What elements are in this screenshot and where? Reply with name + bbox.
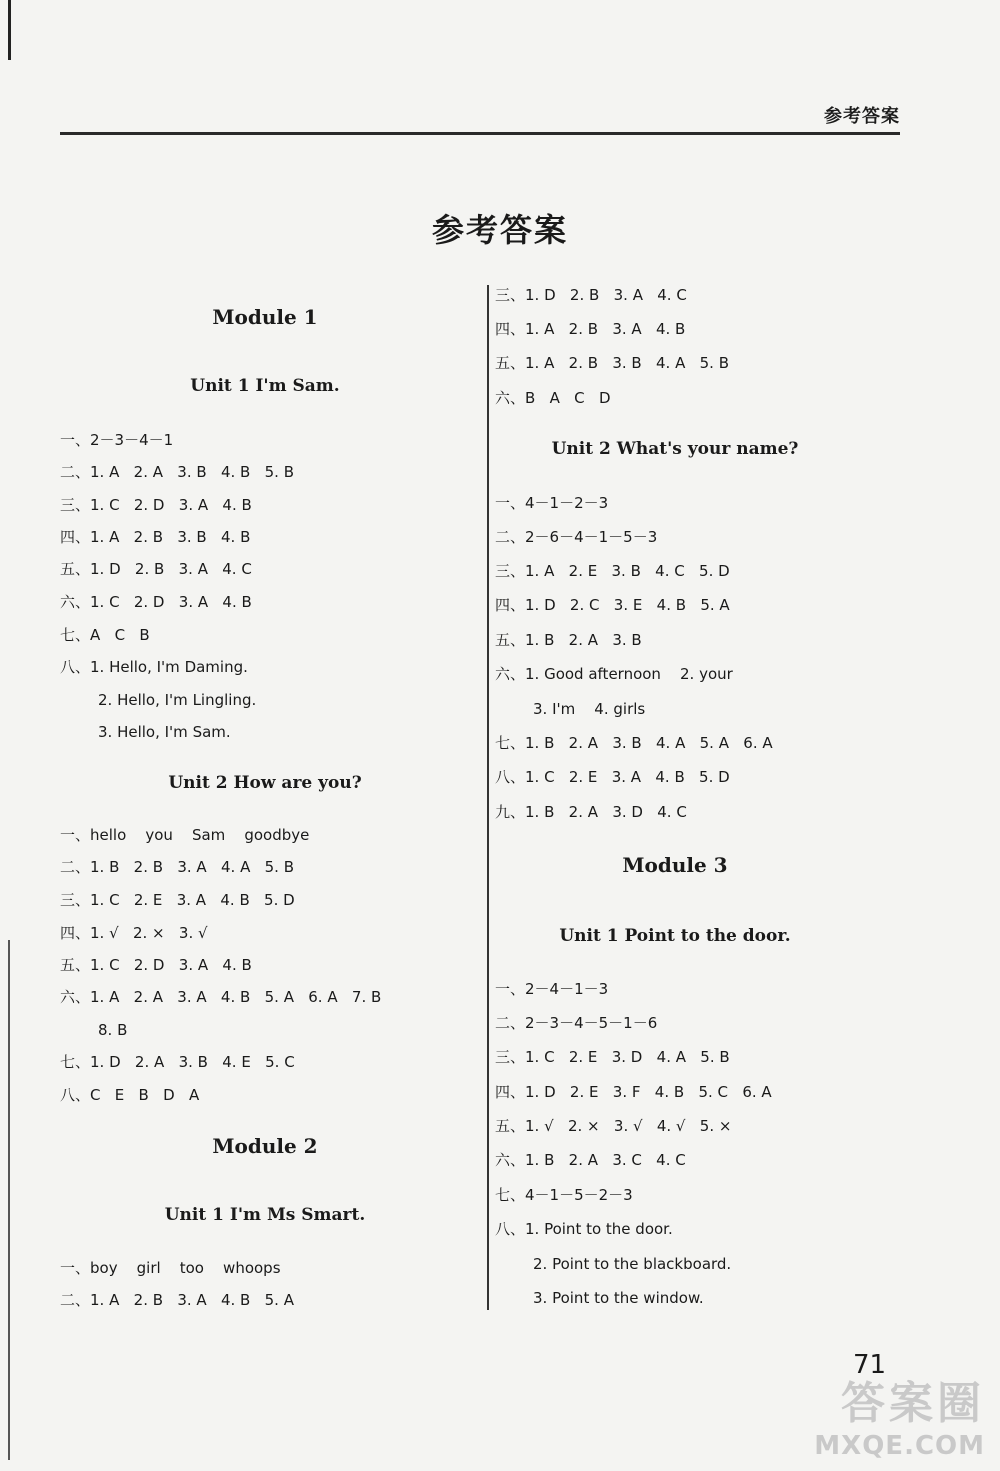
answer-line: 六、B A C D: [495, 389, 611, 407]
answer-line: 二、2－3－4－5－1－6: [495, 1014, 658, 1032]
answer-line: 三、1. C 2. D 3. A 4. B: [60, 496, 252, 514]
answer-line: 二、1. A 2. A 3. B 4. B 5. B: [60, 463, 295, 481]
answer-line: 八、1. Point to the door.: [495, 1220, 673, 1238]
header-label: 参考答案: [824, 106, 900, 127]
answer-line: 五、1. D 2. B 3. A 4. C: [60, 560, 252, 578]
answer-line: 四、1. √ 2. × 3. √: [60, 924, 208, 942]
answer-line: 一、2－4－1－3: [495, 980, 609, 998]
answer-line: 五、1. B 2. A 3. B: [495, 631, 642, 649]
column-divider: [487, 285, 489, 1310]
answer-line: 七、4－1－5－2－3: [495, 1186, 633, 1204]
answer-line: 五、1. C 2. D 3. A 4. B: [60, 956, 252, 974]
answer-line: 七、1. D 2. A 3. B 4. E 5. C: [60, 1053, 295, 1071]
answer-line: 2. Point to the blackboard.: [533, 1255, 732, 1273]
answer-line: 8. B: [98, 1021, 128, 1039]
unit-heading: Unit 1 I'm Ms Smart.: [164, 1205, 366, 1225]
unit-heading: Unit 1 I'm Sam.: [190, 376, 340, 396]
answer-line: 3. Hello, I'm Sam.: [98, 723, 231, 741]
page-number: 71: [853, 1350, 887, 1380]
answer-line: 五、1. A 2. B 3. B 4. A 5. B: [495, 354, 730, 372]
answer-line: 一、2－3－4－1: [60, 431, 174, 449]
answer-line: 2. Hello, I'm Lingling.: [98, 691, 257, 709]
watermark: [814, 1367, 985, 1461]
answer-line: 七、1. B 2. A 3. B 4. A 5. A 6. A: [495, 734, 773, 752]
answer-line: 五、1. √ 2. × 3. √ 4. √ 5. ×: [495, 1117, 732, 1135]
module-2-heading: Module 2: [212, 1134, 318, 1158]
answer-line: 六、1. C 2. D 3. A 4. B: [60, 593, 252, 611]
unit-heading: Unit 1 Point to the door.: [559, 926, 791, 946]
binding-edge-bottom: [8, 940, 10, 1460]
answer-line: 七、A C B: [60, 626, 150, 644]
answer-line: 三、1. C 2. E 3. D 4. A 5. B: [495, 1048, 730, 1066]
answer-line: 八、C E B D A: [60, 1086, 200, 1104]
header-rule: [60, 132, 900, 135]
answer-line: 三、1. A 2. E 3. B 4. C 5. D: [495, 562, 730, 580]
answer-line: 一、hello you Sam goodbye: [60, 826, 310, 844]
binding-edge-top: [8, 0, 11, 60]
page-title: 参考答案: [431, 211, 568, 249]
answer-line: 3. Point to the window.: [533, 1289, 704, 1307]
watermark-logo: 答案圈: [841, 1378, 985, 1429]
answer-line: 八、1. C 2. E 3. A 4. B 5. D: [495, 768, 730, 786]
module-3-heading: Module 3: [622, 853, 728, 877]
answer-line: 一、4－1－2－3: [495, 494, 609, 512]
answer-line: 二、1. A 2. B 3. A 4. B 5. A: [60, 1291, 294, 1309]
answer-line: 三、1. D 2. B 3. A 4. C: [495, 286, 687, 304]
answer-line: 二、1. B 2. B 3. A 4. A 5. B: [60, 858, 295, 876]
answer-line: 四、1. D 2. E 3. F 4. B 5. C 6. A: [495, 1083, 772, 1101]
answer-line: 九、1. B 2. A 3. D 4. C: [495, 803, 687, 821]
unit-heading: Unit 2 What's your name?: [551, 439, 799, 459]
answer-line: 八、1. Hello, I'm Daming.: [60, 658, 248, 676]
answer-line: 一、boy girl too whoops: [60, 1259, 281, 1277]
answer-line: 四、1. A 2. B 3. B 4. B: [60, 528, 251, 546]
answer-line: 四、1. A 2. B 3. A 4. B: [495, 320, 686, 338]
answer-line: 二、2－6－4－1－5－3: [495, 528, 658, 546]
answer-line: 六、1. Good afternoon 2. your: [495, 665, 733, 683]
watermark-site: MXQE.COM: [814, 1431, 985, 1461]
answer-line: 三、1. C 2. E 3. A 4. B 5. D: [60, 891, 295, 909]
unit-heading: Unit 2 How are you?: [168, 773, 362, 793]
answer-line: 六、1. B 2. A 3. C 4. C: [495, 1151, 686, 1169]
module-1-heading: Module 1: [212, 305, 318, 329]
answer-line: 六、1. A 2. A 3. A 4. B 5. A 6. A 7. B: [60, 988, 382, 1006]
answer-line: 3. I'm 4. girls: [533, 700, 646, 718]
answer-line: 四、1. D 2. C 3. E 4. B 5. A: [495, 596, 730, 614]
